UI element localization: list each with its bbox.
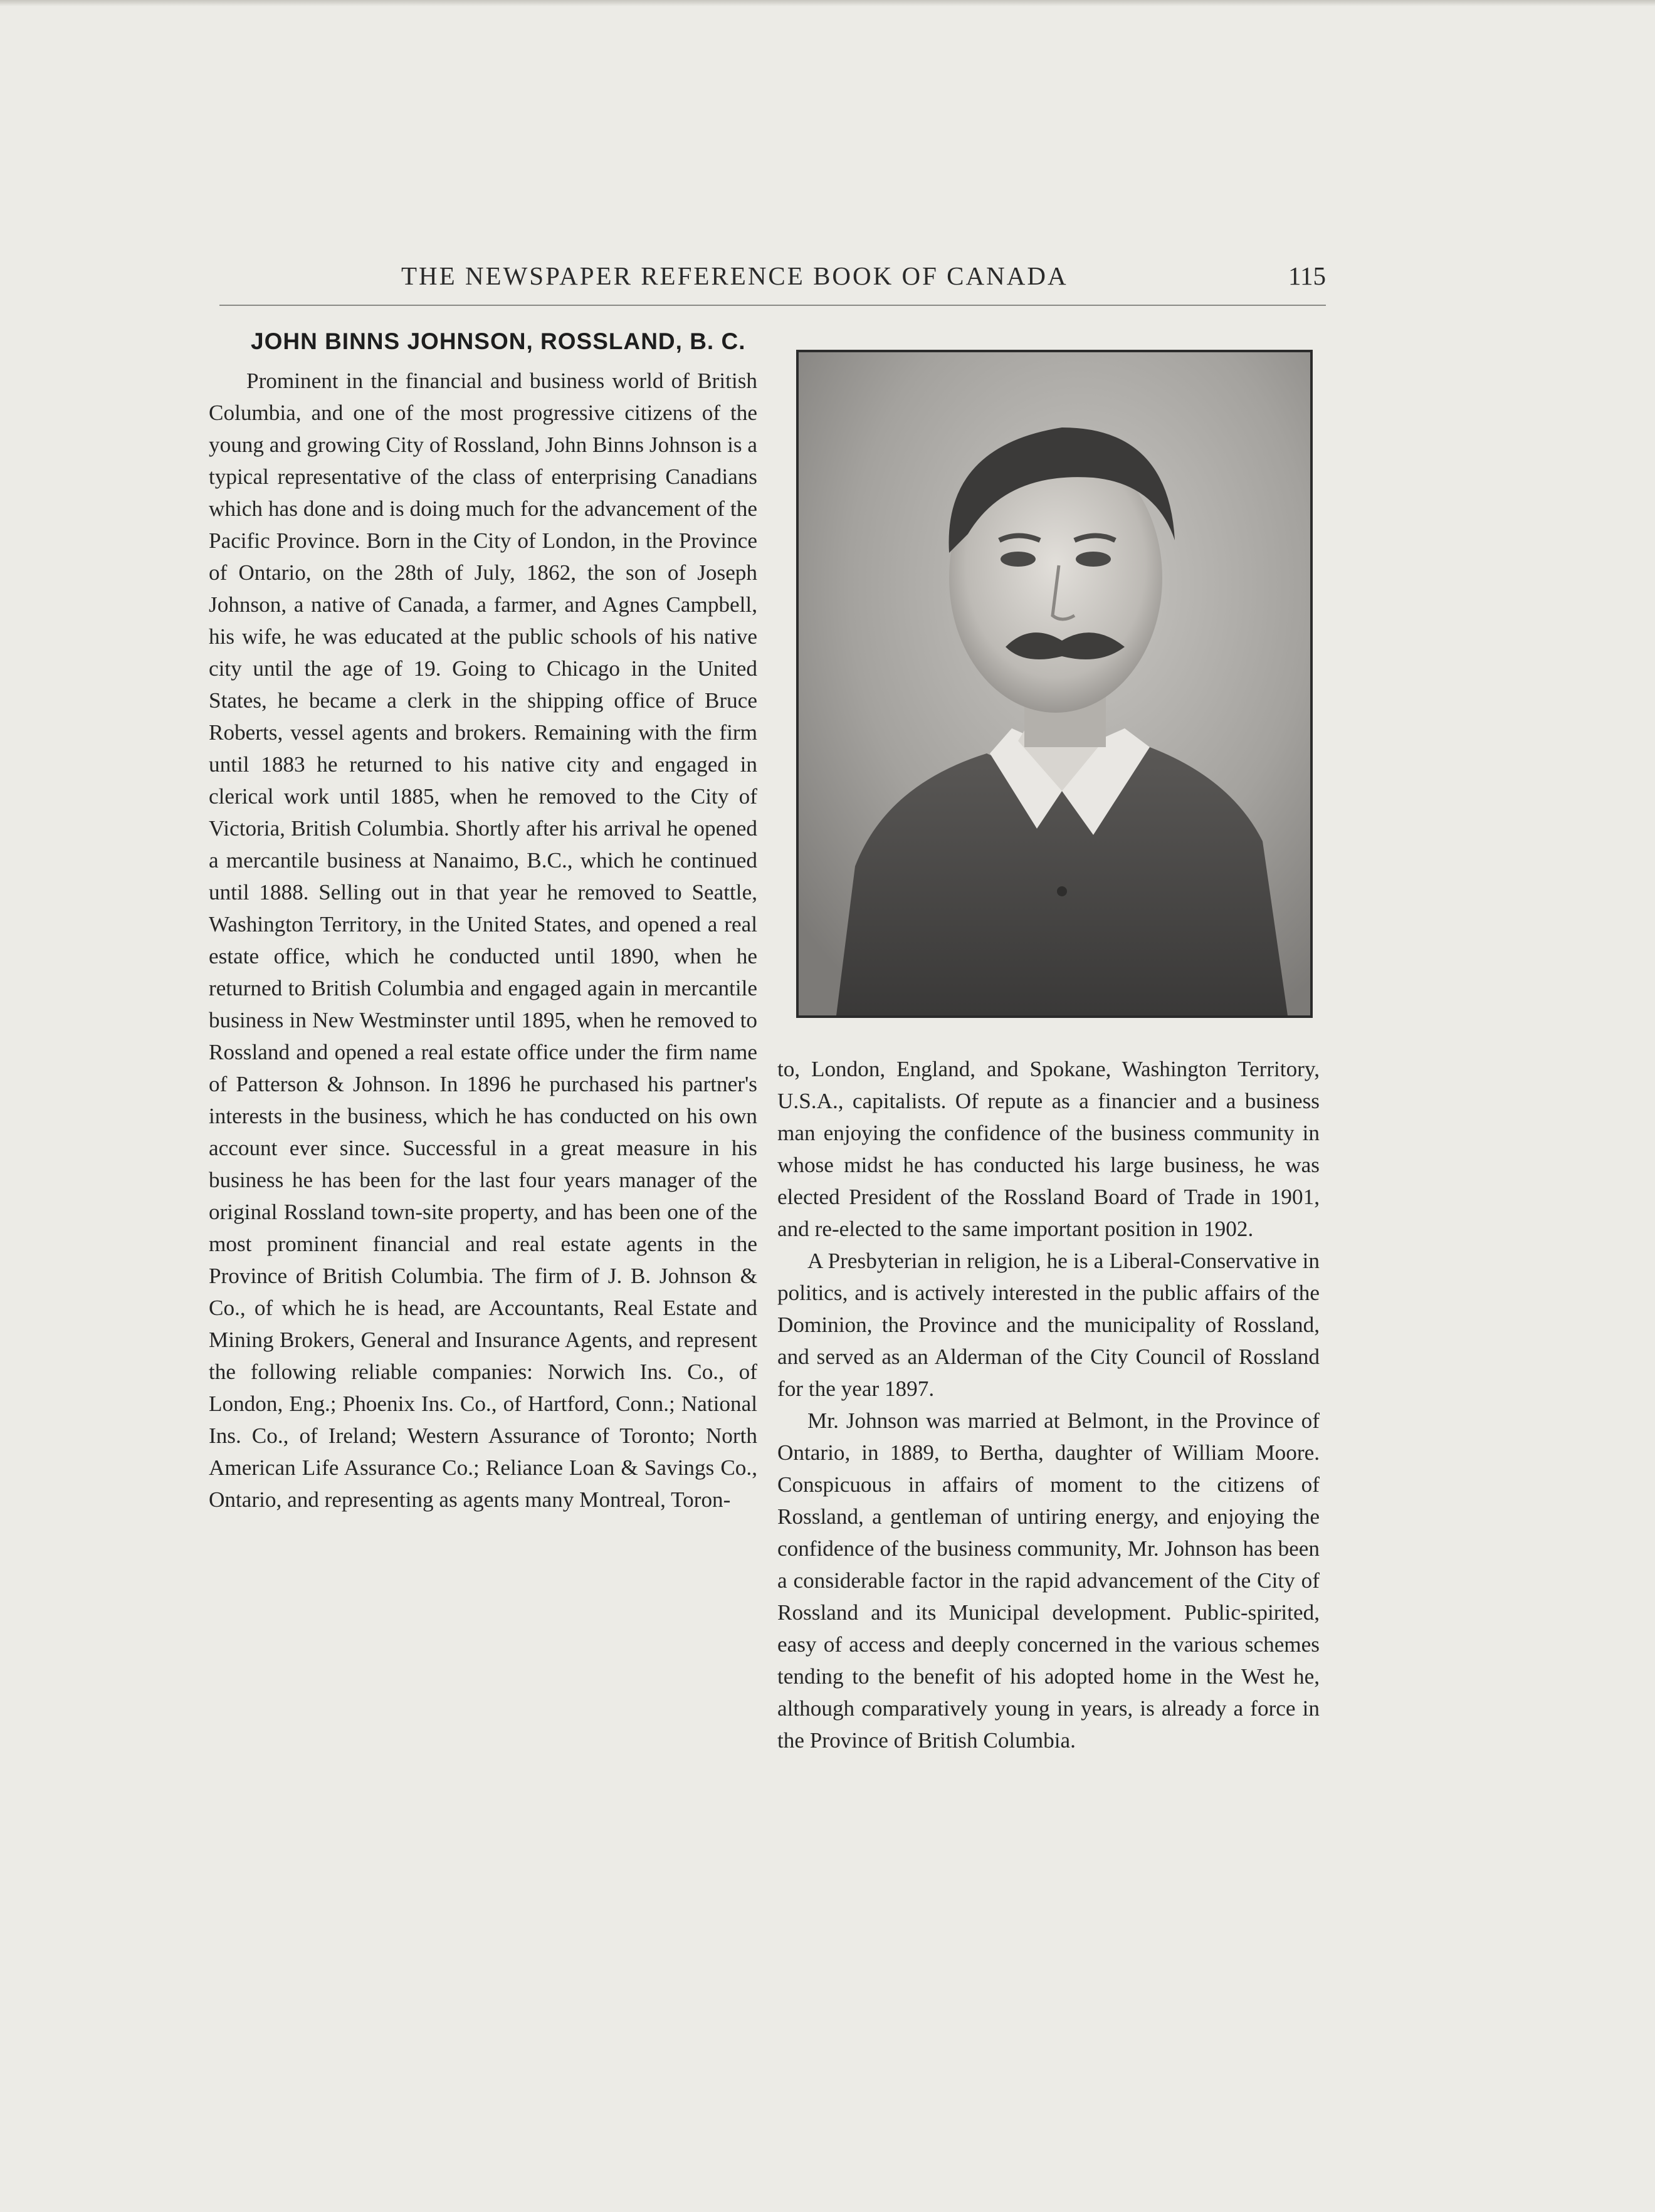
header-rule xyxy=(219,305,1326,306)
left-column xyxy=(209,365,757,1516)
portrait-photo xyxy=(796,350,1313,1018)
portrait-illustration xyxy=(799,352,1310,1015)
paragraph-marriage: Mr. Johnson was married at Belmont, in the Province of Ontario, in 1889, to Bertha, daughter of William Moore. Conspicuous in affairs of moment to the citizens of Rossland, a gentleman of untiring energy, and enjoying the confidence of the business community, Mr. Johnson has been a considerable factor in the rapid advancement of the City of Rossland and its Municipal development. Public-spirited, easy of access and deeply concerned in the various schemes tending to the benefit of his adopted home in the West he, although comparatively young in years, is already a force in the Province of British Columbia. xyxy=(777,1408,1320,1753)
page-edge-shadow xyxy=(0,0,1655,6)
paragraph-biography: Prominent in the financial and business world of British Columbia, and one of the most progressive citizens of the young and growing City of Rossland, John Binns Johnson is a typical representative of the class of enterprising Canadians which has done and is doing much for the advancement of the Pacific Province. Born in the City of London, in the Province of Ontario, on the 28th of July, 1862, the son of Joseph Johnson, a native of Canada, a farmer, and Agnes Campbell, his wife, he was educated at the public schools of his native city until the age of 19. Going to Chicago in the United States, he became a clerk in the shipping office of Bruce Roberts, vessel agents and brokers. Remaining with the firm until 1883 he returned to his native city and engaged in clerical work until 1885, when he removed to the City of Victoria, British Columbia. Shortly after his arrival he opened a mercantile business at Nanaimo, B.C., which he continued until 1888. Selling out in that year he removed to Seattle, Washington Territory, in the United States, and opened a real estate office, which he conducted until 1890, when he returned to British Columbia and engaged again in mercantile business in New Westminster until 1895, when he removed to Rossland and opened a real estate office under the firm name of Patterson & Johnson. In 1896 he purchased his partner's interests in the business, which he has conducted on his own account ever since. Successful in a great measure in his business he has been for the last four years manager of the original Rossland town-site property, and has been one of the most prominent financial and real estate agents in the Province of British Columbia. The firm of J. B. Johnson & Co., of which he is head, are Accountants, Real Estate and Mining Brokers, General and Insurance Agents, and represent the following reliable companies: Norwich Ins. Co., of London, Eng.; Phoenix Ins. Co., of Hartford, Conn.; National Ins. Co., of Ireland; Western Assurance of Toronto; North American Life Assurance Co.; Reliance Loan & Savings Co., Ontario, and representing as agents many Montreal, Toron- xyxy=(209,369,757,1512)
article-title: JOHN BINNS JOHNSON, ROSSLAND, B. C. xyxy=(251,328,746,354)
right-column xyxy=(777,1053,1320,1756)
running-head: THE NEWSPAPER REFERENCE BOOK OF CANADA xyxy=(401,261,1068,290)
paragraph-politics: A Presbyterian in religion, he is a Liberal-Conservative in politics, and is actively interested in the public affairs of the Dominion, the Province and the municipality of Rossland, and served as an Alderman of the City Council of Rossland for the year 1897. xyxy=(777,1249,1320,1401)
page-header xyxy=(219,261,1326,298)
page-number: 115 xyxy=(1288,261,1326,290)
paragraph-continuation: to, London, England, and Spokane, Washington Territory, U.S.A., capitalists. Of repute as a financier and a business man enjoying the confidence of the business community in whose midst he has conducted his large business, he was elected President of the Rossland Board of Trade in 1901, and re-elected to the same important position in 1902. xyxy=(777,1057,1320,1241)
